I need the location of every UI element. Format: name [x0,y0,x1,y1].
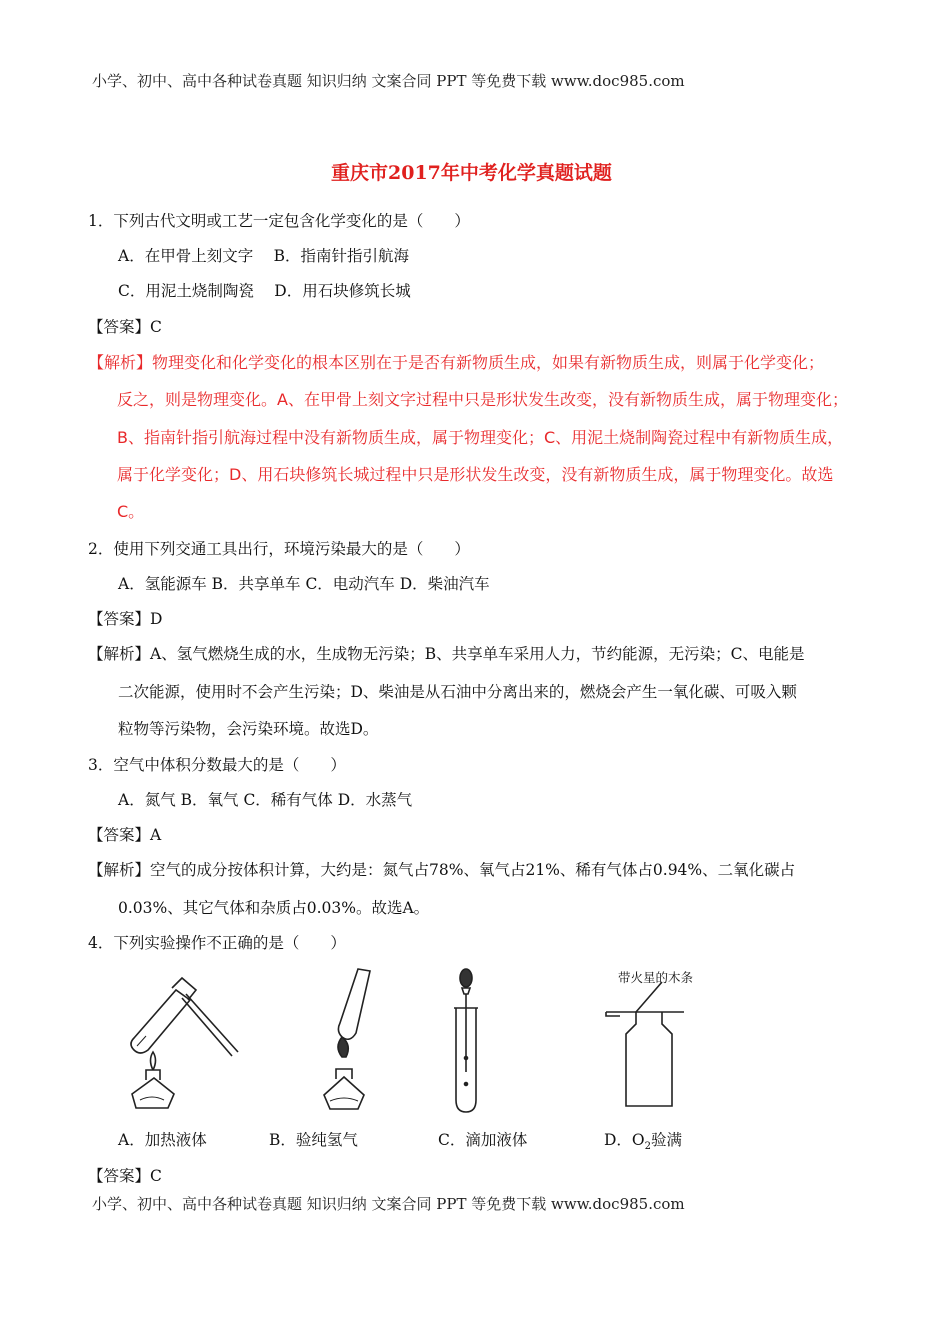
figure-label-d-prefix: D．O [604,1131,645,1149]
question-1-analysis-line: 属于化学变化；D、用石块修筑长城过程中只是形状发生改变，没有新物质生成，属于物理变化。故选 [117,465,834,484]
figure-label-d [604,1128,682,1152]
figure-label-d-suffix: 验满 [651,1131,683,1149]
page-title: 重庆市2017年中考化学真题试题 [331,162,612,184]
page-header: 小学、初中、高中各种试卷真题 知识归纳 文案合同 PPT 等免费下载 www.doc985.com [92,72,685,90]
figure-heating-liquid [112,968,252,1118]
figure-dropping-liquid [446,962,486,1122]
question-3-analysis-line: 0.03%、其它气体和杂质占0.03%。故选A。 [118,899,430,917]
question-3-options: A．氮气 B．氧气 C．稀有气体 D．水蒸气 [118,791,413,809]
question-2-analysis-line: 粒物等污染物，会污染环境。故选D。 [118,720,379,738]
question-1-options-row1: A．在甲骨上刻文字 B．指南针指引航海 [118,247,410,265]
figure-label-d-subscript: 2 [644,1141,652,1153]
page-footer: 小学、初中、高中各种试卷真题 知识归纳 文案合同 PPT 等免费下载 www.doc985.com [92,1195,685,1213]
question-4-answer: 【答案】C [88,1167,162,1185]
question-1-analysis-line: 反之，则是物理变化。A、在甲骨上刻文字过程中只是形状发生改变，没有新物质生成，属于物理变化； [117,390,848,409]
figure-label-c: C．滴加液体 [438,1131,528,1149]
question-1-answer: 【答案】C [88,318,162,336]
figure-label-a: A．加热液体 [118,1131,207,1149]
question-3-analysis-line: 【解析】空气的成分按体积计算，大约是：氮气占78%、氧气占21%、稀有气体占0.94%、二氧化碳占 [88,861,796,879]
question-1-options-row2: C．用泥土烧制陶瓷 D．用石块修筑长城 [118,282,411,300]
question-2-answer: 【答案】D [88,610,163,628]
question-3-answer: 【答案】A [88,826,162,844]
question-2-stem: 2．使用下列交通工具出行，环境污染最大的是（ ） [88,540,470,558]
question-2-analysis-line: 【解析】A、氢气燃烧生成的水，生成物无污染；B、共享单车采用人力，节约能源，无污染；C、电能是 [88,645,805,663]
question-1-analysis-line: B、指南针指引航海过程中没有新物质生成，属于物理变化；C、用泥土烧制陶瓷过程中有新物质生成， [117,428,844,447]
question-1-stem: 1．下列古代文明或工艺一定包含化学变化的是（ ） [88,212,470,230]
question-1-analysis-line: C。 [117,502,145,521]
figure-caption-glowing-splint: 带火星的木条 [618,970,694,985]
question-3-stem: 3．空气中体积分数最大的是（ ） [88,756,346,774]
figure-label-b: B．验纯氢气 [269,1131,358,1149]
question-4-stem: 4．下列实验操作不正确的是（ ） [88,934,346,952]
question-2-options: A．氢能源车 B．共享单车 C．电动汽车 D．柴油汽车 [118,575,490,593]
question-1-analysis-line: 【解析】物理变化和化学变化的根本区别在于是否有新物质生成，如果有新物质生成，则属于化学变化； [88,353,825,372]
figure-hydrogen-purity-test [312,965,402,1115]
question-2-analysis-line: 二次能源，使用时不会产生污染；D、柴油是从石油中分离出来的，燃烧会产生一氧化碳、可吸入颗 [118,683,797,701]
figure-oxygen-full-check [592,968,712,1118]
